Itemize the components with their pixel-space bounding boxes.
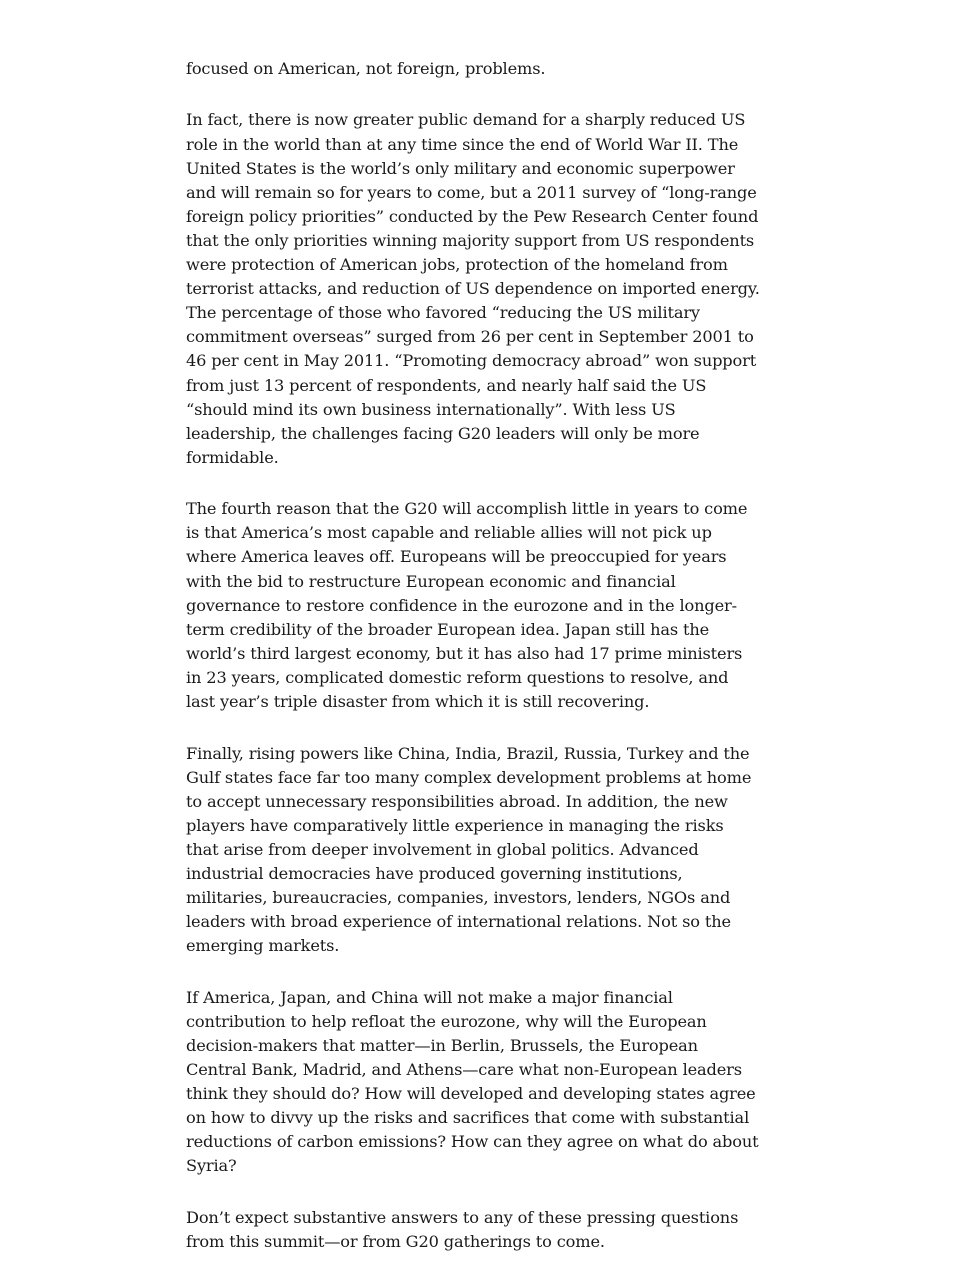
article-body [186, 57, 760, 1254]
paragraph-eurozone-questions: If America, Japan, and China will not make a major financial contribution to help refloat the eurozone, why will the European decision-makers that matter—in Berlin, Brussels, the European Central Bank, Madrid, and Athens—care what non-European leaders think they should do? How will developed and developing states agree on how to divvy up the risks and sacrifices that come with substantial reductions of carbon emissions? How can they agree on what do about Syria? [186, 987, 759, 1176]
paragraph-public-demand: In fact, there is now greater public demand for a sharply reduced US role in the world than at any time since the end of World War II. The United States is the world’s only military and economic superpower and will remain so for years to come, but a 2011 survey of “long-range foreign policy priorities” conducted by the Pew Research Center found that the only priorities winning majority support from US respondents were protection of American jobs, protection of the homeland from terrorist attacks, and reduction of US dependence on imported energy. The percentage of those who favored “reducing the US military commitment overseas” surged from 26 per cent in September 2001 to 46 per cent in May 2011. “Promoting democracy abroad” won support from just 13 percent of respondents, and nearly half said the US “should mind its own business internationally”. With less US leadership, the challenges facing G20 leaders will only be more formidable. [186, 110, 760, 467]
paragraph-continuation: focused on American, not foreign, problems. [186, 59, 546, 78]
paragraph-conclusion: Don’t expect substantive answers to any of these pressing questions from this summit—or from G20 gatherings to come. [186, 1207, 739, 1251]
paragraph-rising-powers: Finally, rising powers like China, India, Brazil, Russia, Turkey and the Gulf states face far too many complex development problems at home to accept unnecessary responsibilities abroad. In addition, the new players have comparatively little experience in managing the risks that arise from deeper involvement in global politics. Advanced industrial democracies have produced governing institutions, militaries, bureaucracies, companies, investors, lenders, NGOs and leaders with broad experience of international relations. Not so the emerging markets. [186, 743, 752, 956]
paragraph-fourth-reason: The fourth reason that the G20 will accomplish little in years to come is that America’s most capable and reliable allies will not pick up where America leaves off. Europeans will be preoccupied for years with the bid to restructure European economic and financial governance to restore confidence in the eurozone and in the longer-term credibility of the broader European idea. Japan still has the world’s third largest economy, but it has also had 17 prime ministers in 23 years, complicated domestic reform questions to resolve, and last year’s triple disaster from which it is still recovering. [186, 499, 748, 712]
